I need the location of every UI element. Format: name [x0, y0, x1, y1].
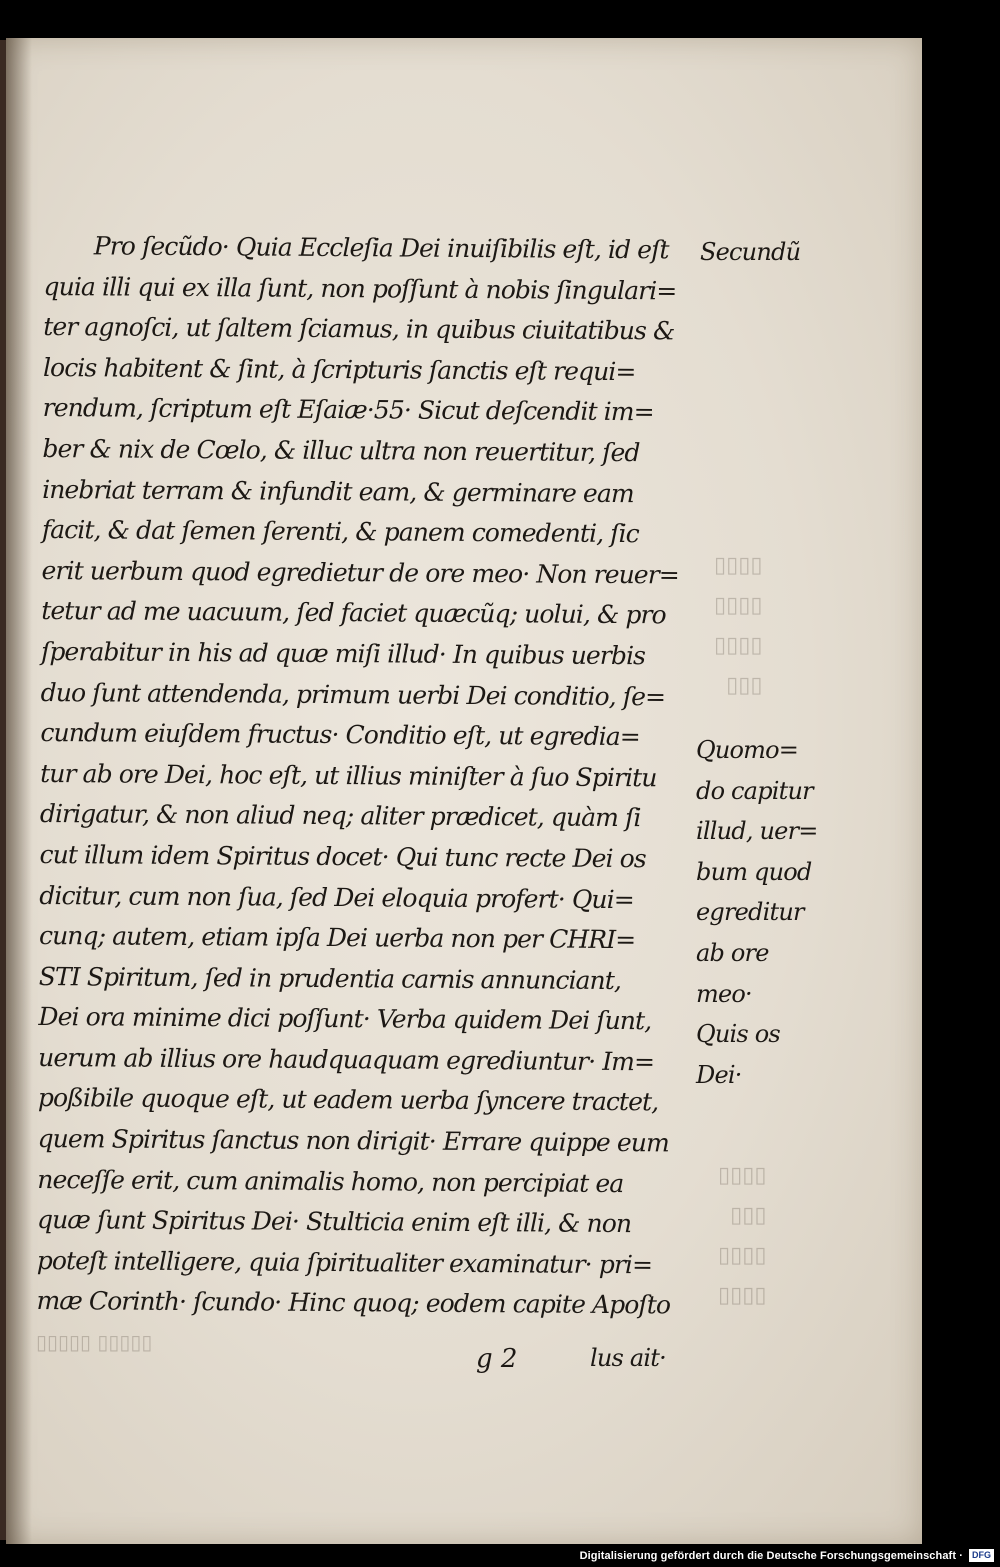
text-line: Pro ſecũdo· Quia Eccleſia Dei inuiſibilis eſt, id eſt	[93, 231, 669, 265]
digitization-credit: Digitalisierung gefördert durch die Deutsche Forschungsgemeinschaft ·	[579, 1549, 963, 1562]
bleed-through-shadow: ▯▯▯▯▯ ▯▯▯▯▯	[36, 1330, 153, 1354]
margin-note-secundum: Secundũ	[700, 238, 801, 266]
text-line: poteſt intelligere, quia ſpiritualiter examinatur· pri=	[36, 1245, 653, 1280]
text-line: ber & nix de Cœlo, & illuc ultra non reuertitur, ſed	[42, 433, 640, 468]
text-line: tur ab ore Dei, hoc eſt, ut illius miniſter à ſuo Spiritu	[40, 758, 657, 793]
text-line: Dei ora minime dici poſſunt· Verba quidem Dei ſunt,	[38, 1002, 652, 1036]
text-line: ter agnoſci, ut ſaltem ſciamus, in quibus ciuitatibus &	[43, 312, 675, 346]
text-line: quæ ſunt Spiritus Dei· Stulticia enim eſt illi, & non	[36, 1205, 632, 1239]
margin-note-line: meo·	[696, 979, 752, 1008]
catchword: lus ait·	[590, 1344, 666, 1372]
text-line: neceſſe erit, cum animalis homo, non percipiat ea	[37, 1164, 624, 1198]
text-line: duo ſunt attendenda, primum uerbi Dei conditio, ſe=	[40, 677, 666, 711]
digitization-credit-bar	[580, 1544, 1000, 1567]
margin-note-line: Quomo=	[696, 736, 799, 764]
bleed-through-shadow: ▯▯▯▯ ▯▯▯▯ ▯▯▯▯ ▯▯▯	[714, 553, 763, 698]
scanned-page	[6, 38, 922, 1544]
signature-mark: g 2	[476, 1344, 518, 1374]
text-line: locis habitent & ſint, à ſcripturis ſanctis eſt requi=	[42, 352, 636, 386]
margin-note-quomodo	[696, 730, 818, 1014]
main-text-block	[36, 226, 686, 1326]
margin-note-line: do capitur	[696, 776, 813, 805]
text-line: quem Spiritus ſanctus non dirigit· Errare quippe eum	[37, 1124, 669, 1158]
text-line: dirigatur, & non aliud neq; aliter prædicet, quàm ſi	[39, 799, 641, 833]
text-line: rendum, ſcriptum eſt Eſaiæ·55· Sicut deſcendit im=	[42, 393, 654, 427]
text-line: quia illi qui ex illa ſunt, non poſſunt à nobis ſingulari=	[43, 271, 677, 306]
margin-note-line: egreditur	[696, 898, 804, 927]
margin-note-line: Quis os	[696, 1020, 780, 1048]
text-line: mæ Corinth· ſcundo· Hinc quoq; eodem capite Apoſto	[36, 1286, 671, 1320]
margin-note-quis-os	[696, 1014, 780, 1095]
text-line: cundum eiuſdem fructus· Conditio eſt, ut egredia=	[40, 718, 640, 752]
text-line: erit uerbum quod egredietur de ore meo· Non reuer=	[41, 555, 679, 590]
margin-note-line: bum quod	[696, 857, 812, 886]
text-line: dicitur, cum non ſua, ſed Dei eloquia profert· Qui=	[39, 880, 634, 914]
margin-note-line: Dei·	[696, 1060, 742, 1089]
text-line: poßibile quoque eſt, ut eadem uerba ſyncere tractet,	[37, 1083, 659, 1117]
text-line: ſperabitur in his ad quæ miſi illud· In quibus uerbis	[40, 636, 646, 671]
text-line: STI Spiritum, ſed in prudentia carnis annunciant,	[38, 961, 622, 995]
dfg-logo: DFG	[969, 1549, 994, 1562]
text-line: cut illum idem Spiritus docet· Qui tunc recte Dei os	[39, 839, 646, 874]
text-line: tetur ad me uacuum, ſed faciet quæcũq; uolui, & pro	[41, 596, 666, 630]
margin-note-line: ab ore	[696, 938, 769, 967]
bleed-through-shadow: ▯▯▯▯ ▯▯▯ ▯▯▯▯ ▯▯▯▯	[718, 1163, 767, 1308]
text-line: uerum ab illius ore haudquaquam egrediuntur· Im=	[38, 1042, 655, 1077]
margin-note-line: illud, uer=	[696, 817, 818, 846]
text-line: cunq; autem, etiam ipſa Dei uerba non per CHRI=	[38, 921, 636, 955]
text-line: inebriat terram & infundit eam, & germinare eam	[42, 474, 634, 508]
text-line: facit, & dat ſemen ſerenti, & panem comedenti, ſic	[41, 515, 639, 549]
